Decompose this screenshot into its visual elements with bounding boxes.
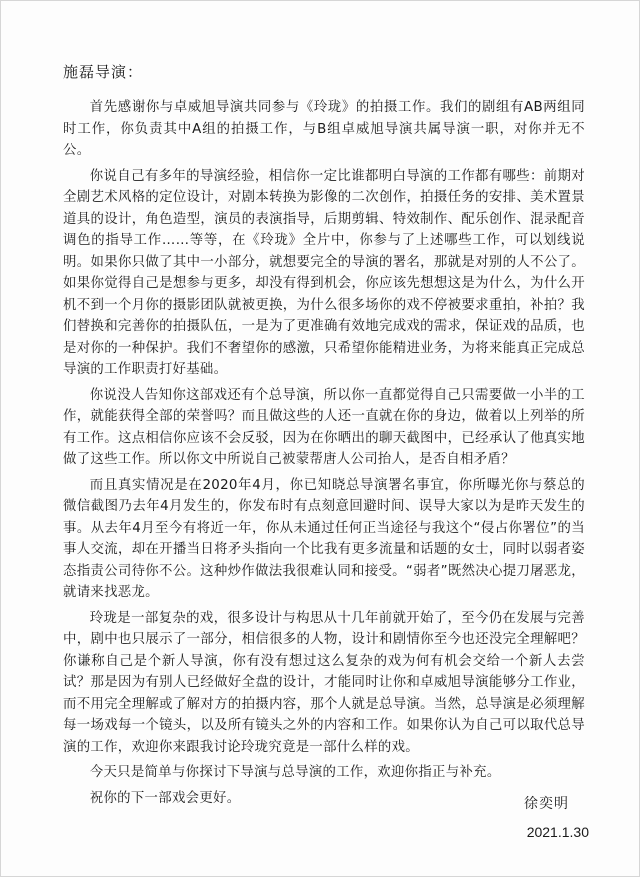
letter-body [63, 97, 585, 813]
paragraph-1: 首先感谢你与卓威旭导演共同参与《玲珑》的拍摄工作。我们的剧组有AB两组同时工作，你负责其中A组的拍摄工作，与B组卓威旭导演共属导演一职，对你并无不公。 [63, 100, 585, 158]
salutation: 施磊导演： [63, 63, 144, 81]
paragraph-3: 你说没人告知你这部戏还有个总导演，所以你一直都觉得自己只需要做一小半的工作，就能获得全部的荣誉吗？而且做这些的人还一直就在你的身边，做着以上列举的所有工作。这点相信你应该不会反驳，因为在你晒出的聊天截图中，已经承认了他真实地做了这些工作。所以你文中所说自己被蒙帮唐人公司抬人，是否自相矛盾？ [63, 387, 585, 467]
letter-date: 2021.1.30 [526, 824, 589, 840]
signature: 徐奕明 [524, 796, 569, 812]
paragraph-6: 今天只是简单与你探讨下导演与总导演的工作，欢迎你指正与补充。 [89, 765, 501, 780]
closing-line: 祝你的下一部戏会更好。 [89, 790, 241, 806]
paragraph-4: 而且真实情况是在2020年4月，你已知晓总导演署名事宜，你所曝光你与蔡总的微信截图乃去年4月发生的，你发布时有点刻意回避时间、误导大家以为是昨天发生的事。从去年4月至今有将近一年，你从未通过任何正当途径与我这个“侵占你署位”的当事人交流，却在开播当日将矛头指向一个比我有更多流量和话题的女士，同时以弱者姿态指责公司待你不公。这种炒作做法我很难认同和接受。“弱者”既然决心提刀屠恶龙，就请来找恶龙。 [63, 477, 585, 600]
paragraph-5: 玲珑是一部复杂的戏，很多设计与构思从十几年前就开始了，至今仍在发展与完善中，剧中也只展示了一部分，相信很多的人物，设计和剧情你至今也还没完全理解吧？你谦称自己是个新人导演，你有没有想过这么复杂的戏为何有机会交给一个新人去尝试？那是因为有别人已经做好全盘的设计，才能同时让你和卓威旭导演能够分工作业，而不用完全理解或了解对方的拍摄内容，那个人就是总导演。当然，总导演是必须理解每一场戏每一个镜头，以及所有镜头之外的内容和工作。如果你认为自己可以取代总导演的工作，欢迎你来跟我讨论玲珑究竟是一部什么样的戏。 [63, 610, 585, 755]
paragraph-2: 你说自己有多年的导演经验，相信你一定比谁都明白导演的工作都有哪些：前期对全剧艺术风格的定位设计，对剧本转换为影像的二次创作，拍摄任务的安排、美术置景道具的设计，角色造型，演员的表演指导，后期剪辑、特效制作、配乐创作、混录配音调色的指导工作……等等，在《玲珑》全片中，你参与了上述哪些工作，可以划线说明。如果你只做了其中一小部分，就想要完全的导演的署名，那就是对别的人不公了。如果你觉得自己是想参与更多，却没有得到机会，你应该先想想这是为什么，为什么开机不到一个月你的摄影团队就被更换，为什么很多场你的戏不停被要求重拍，补拍？我们替换和完善你的拍摄队伍，一是为了更准确有效地完成戏的需求，保证戏的品质，也是对你的一种保护。我们不奢望你的感激，只希望你能精进业务，为将来能真正完成总导演的工作职责打好基础。 [63, 168, 585, 377]
